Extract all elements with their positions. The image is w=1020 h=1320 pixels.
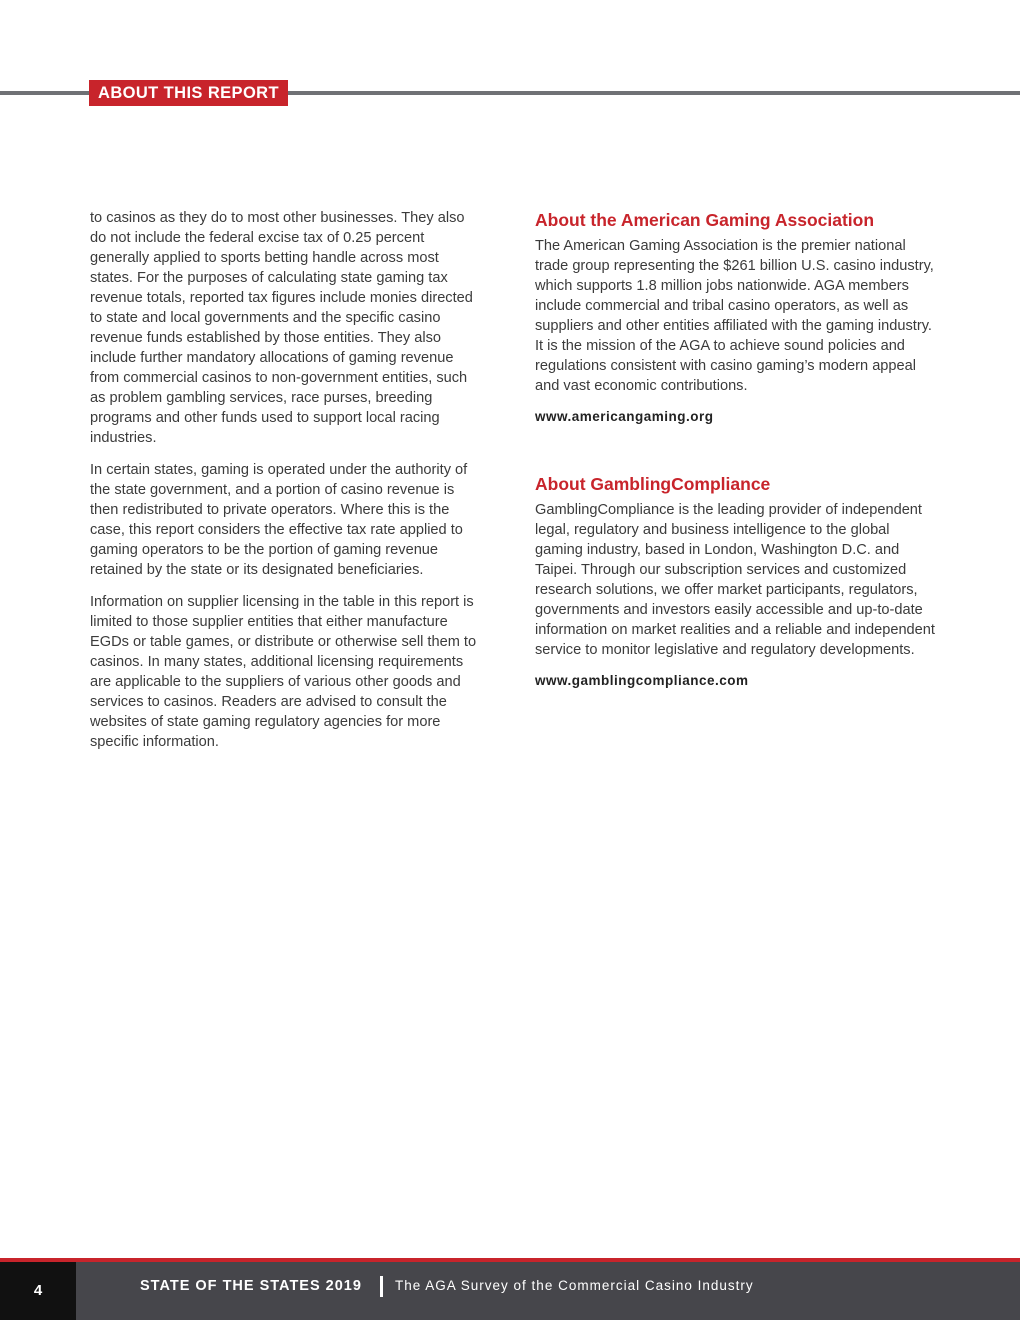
left-column	[90, 208, 482, 764]
gc-section	[535, 472, 935, 690]
aga-description: The American Gaming Association is the premier national trade group representing the $261 billion U.S. casino industry, which supports 1.8 million jobs nationwide. AGA members include commercial and tribal casino operators, as well as suppliers and other entities affiliated with the gaming industry. It is the mission of the AGA to achieve sound policies and regulations consistent with casino gaming’s modern appeal and vast economic contributions.	[535, 238, 934, 394]
aga-section	[535, 208, 935, 426]
footer-subtitle: The AGA Survey of the Commercial Casino Industry	[395, 1278, 754, 1293]
aga-website-link[interactable]: www.americangaming.org	[535, 409, 714, 424]
page-number: 4	[0, 1262, 76, 1320]
gc-description: GamblingCompliance is the leading provider of independent legal, regulatory and business intelligence to the global gaming industry, based in London, Washington D.C. and Taipei. Through our subscription services and customized research solutions, we offer market participants, regulators, governments and investors easily accessible and up-to-date information on market realities and a reliable and independent service to monitor legislative and regulatory developments.	[535, 502, 935, 658]
footer-divider	[380, 1276, 383, 1297]
gc-heading: About GamblingCompliance	[535, 474, 771, 494]
right-column	[535, 208, 935, 690]
body-paragraph: In certain states, gaming is operated under the authority of the state government, and a portion of casino revenue is then redistributed to private operators. Where this is the case, this report considers the effective tax rate applied to gaming operators to be the portion of gaming revenue retained by the state or its designated beneficiaries.	[90, 462, 468, 578]
section-label: ABOUT THIS REPORT	[89, 80, 288, 106]
gc-website-link[interactable]: www.gamblingcompliance.com	[535, 673, 749, 688]
body-paragraph: to casinos as they do to most other businesses. They also do not include the federal excise tax of 0.25 percent generally applied to sports betting handle across most states. For the purposes of calculating state gaming tax revenue totals, reported tax figures include monies directed to state and local governments and the specific casino revenue funds established by those entities. They also include further mandatory allocations of gaming revenue from commercial casinos to non-government entities, such as problem gambling services, race purses, breeding programs and other funds used to support local racing industries.	[90, 210, 473, 446]
aga-heading: About the American Gaming Association	[535, 210, 875, 230]
footer-title: STATE OF THE STATES 2019	[140, 1278, 362, 1294]
body-paragraph: Information on supplier licensing in the table in this report is limited to those supplier entities that either manufacture EGDs or table games, or distribute or otherwise sell them to casinos. In many states, additional licensing requirements are applicable to the suppliers of various other goods and services to casinos. Readers are advised to consult the websites of state gaming regulatory agencies for more specific information.	[90, 594, 477, 750]
